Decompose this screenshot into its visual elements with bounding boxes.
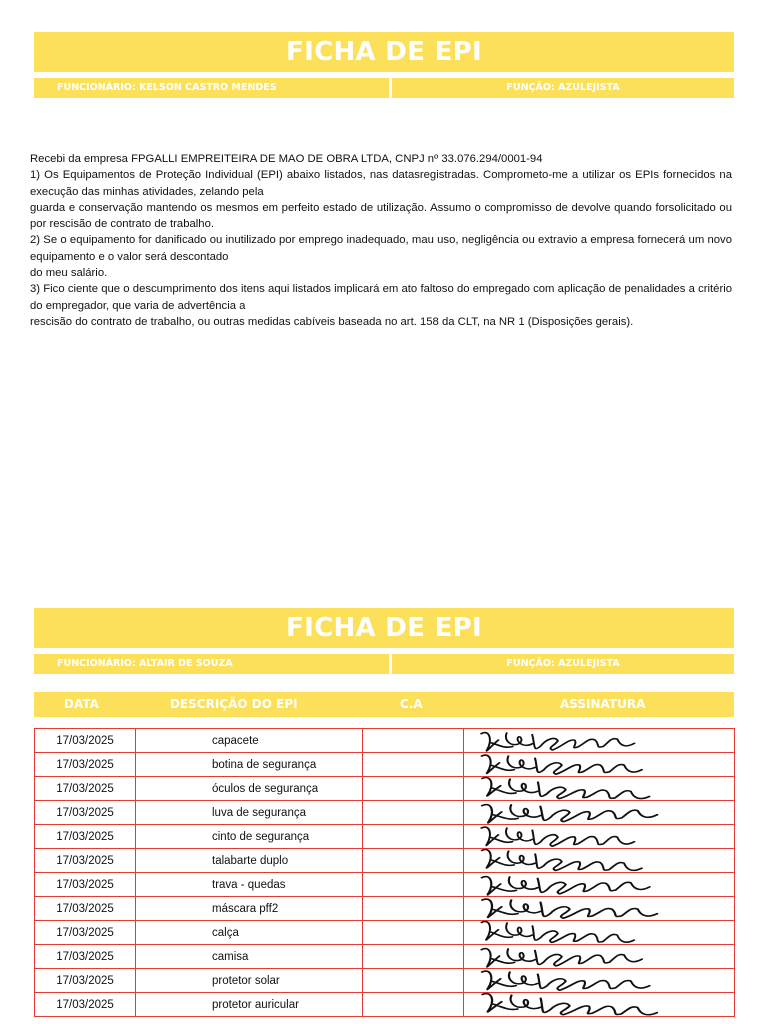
cell-ca	[363, 849, 464, 873]
cell-date: 17/03/2025	[35, 801, 136, 825]
declaration-item-1-cont: guarda e conservação mantendo os mesmos em perfeito estado de utilização. Assumo o compromisso de devolve quando forsolicitado ou por rescisão de contrato de trabalho.	[30, 201, 732, 231]
cell-ca	[363, 897, 464, 921]
header-description: DESCRIÇÃO DO EPI	[170, 697, 298, 711]
form2-role: FUNÇÃO: AZULEJISTA	[392, 654, 734, 674]
cell-date: 17/03/2025	[35, 897, 136, 921]
form2-info-row	[34, 654, 734, 674]
declaration-item-3-cont: rescisão do contrato de trabalho, ou outras medidas cabíveis baseada no art. 158 da CLT, na NR 1 (Disposições gerais).	[30, 315, 634, 328]
epi-table-header	[34, 692, 734, 717]
cell-ca	[363, 777, 464, 801]
form1-info-row	[34, 78, 734, 98]
cell-ca	[363, 825, 464, 849]
form1-employee: FUNCIONÁRIO: KELSON CASTRO MENDES	[34, 78, 389, 98]
header-signature: ASSINATURA	[560, 697, 646, 711]
cell-description: óculos de segurança	[136, 777, 363, 801]
cell-date: 17/03/2025	[35, 945, 136, 969]
declaration-item-1: 1) Os Equipamentos de Proteção Individual (EPI) abaixo listados, nas datasregistradas. Comprometo-me a utilizar os EPIs fornecidos na execução das minhas atividades, zelando pela	[30, 169, 732, 198]
table-row	[35, 993, 735, 1017]
cell-ca	[363, 969, 464, 993]
header-date: DATA	[64, 697, 99, 711]
declaration-item-2-cont: do meu salário.	[30, 267, 108, 280]
cell-description: calça	[136, 921, 363, 945]
epi-table	[34, 728, 735, 1017]
cell-description: luva de segurança	[136, 801, 363, 825]
cell-ca	[363, 729, 464, 753]
cell-ca	[363, 921, 464, 945]
cell-date: 17/03/2025	[35, 993, 136, 1017]
cell-description: protetor solar	[136, 969, 363, 993]
cell-date: 17/03/2025	[35, 729, 136, 753]
declaration-text	[30, 151, 732, 330]
declaration-intro: Recebi da empresa FPGALLI EMPREITEIRA DE MAO DE OBRA LTDA, CNPJ nº 33.076.294/0001-94	[30, 153, 543, 165]
declaration-item-3: 3) Fico ciente que o descumprimento dos itens aqui listados implicará em ato faltoso do empregado com aplicação de penalidades a critério do empregador, que varia de advertência a	[30, 283, 732, 312]
cell-ca	[363, 993, 464, 1017]
cell-description: trava - quedas	[136, 873, 363, 897]
header-ca: C.A	[400, 697, 423, 711]
cell-date: 17/03/2025	[35, 921, 136, 945]
cell-description: camisa	[136, 945, 363, 969]
cell-date: 17/03/2025	[35, 849, 136, 873]
cell-date: 17/03/2025	[35, 753, 136, 777]
cell-ca	[363, 945, 464, 969]
cell-description: cinto de segurança	[136, 825, 363, 849]
cell-signature	[464, 993, 735, 1017]
form2-title: FICHA DE EPI	[34, 608, 734, 648]
cell-ca	[363, 873, 464, 897]
cell-date: 17/03/2025	[35, 969, 136, 993]
cell-date: 17/03/2025	[35, 873, 136, 897]
form1-role: FUNÇÃO: AZULEJISTA	[392, 78, 734, 98]
cell-description: botina de segurança	[136, 753, 363, 777]
cell-date: 17/03/2025	[35, 825, 136, 849]
form2-employee: FUNCIONÁRIO: ALTAIR DE SOUZA	[34, 654, 389, 674]
cell-ca	[363, 753, 464, 777]
cell-description: capacete	[136, 729, 363, 753]
cell-ca	[363, 801, 464, 825]
declaration-item-2: 2) Se o equipamento for danificado ou inutilizado por emprego inadequado, mau uso, negligência ou extravio a empresa fornecerá um novo equipamento e o valor será descontado	[30, 234, 732, 263]
cell-description: protetor auricular	[136, 993, 363, 1017]
cell-description: talabarte duplo	[136, 849, 363, 873]
form1-title: FICHA DE EPI	[34, 32, 734, 72]
handwritten-signature	[470, 987, 640, 1021]
cell-description: máscara pff2	[136, 897, 363, 921]
cell-date: 17/03/2025	[35, 777, 136, 801]
